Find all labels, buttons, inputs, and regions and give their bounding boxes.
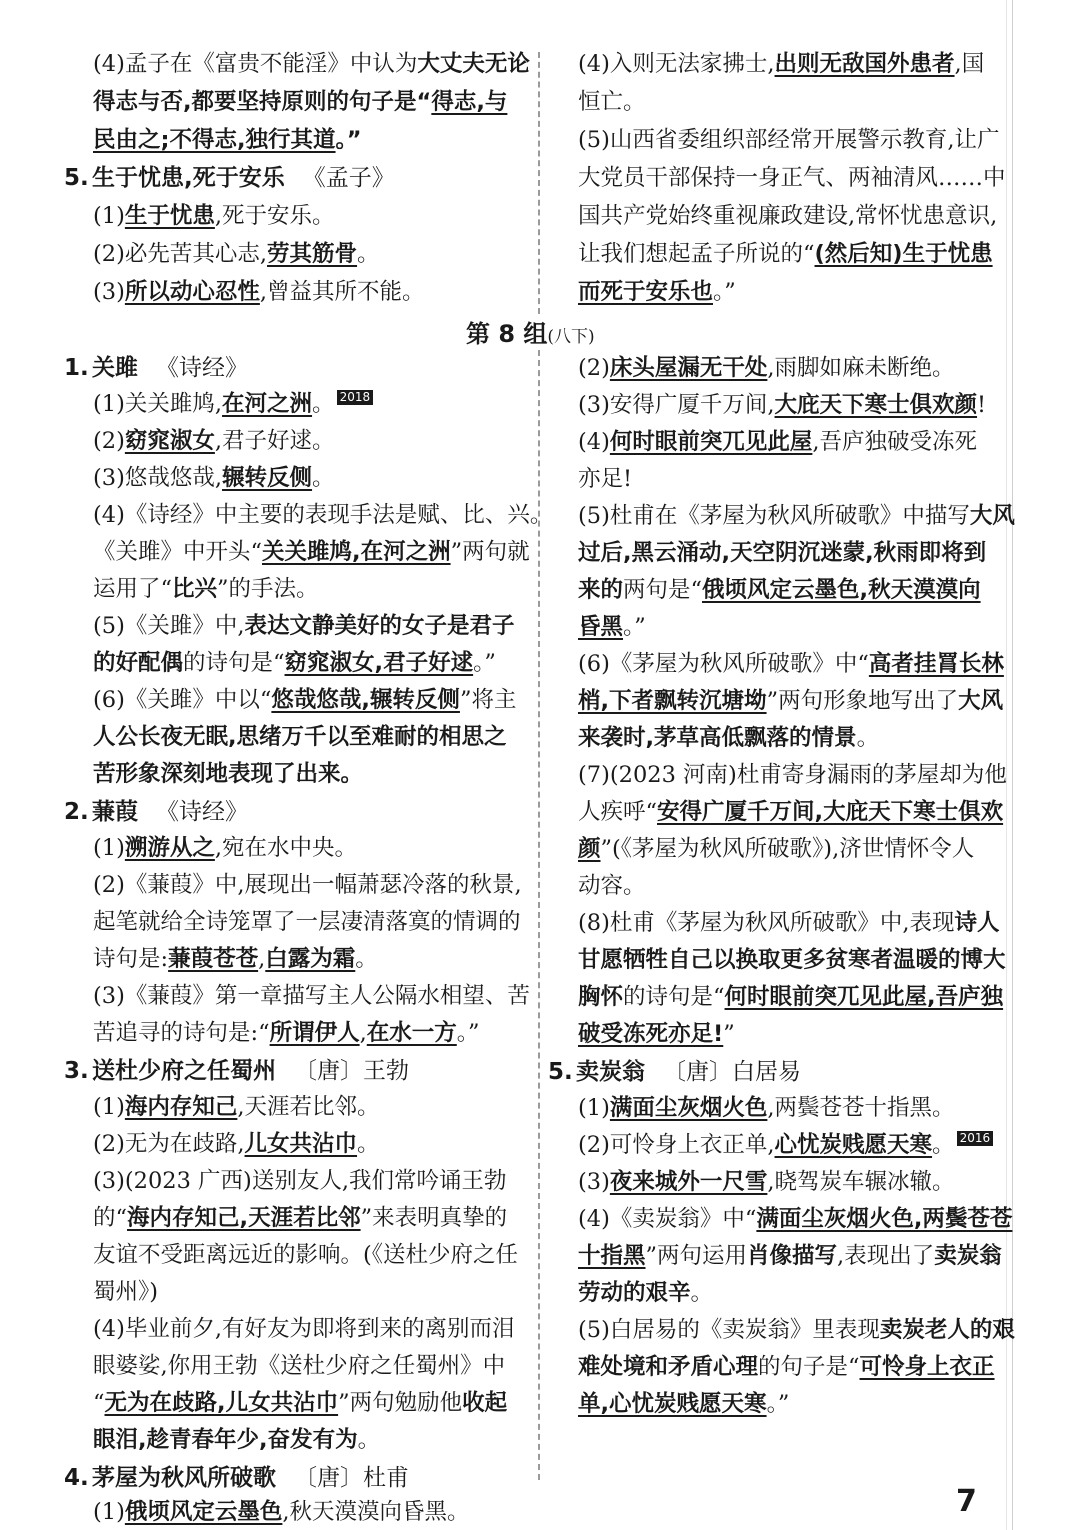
guanju-s4-line1: (4)《诗经》中主要的表现手法是赋、比、兴。 <box>93 502 553 528</box>
shengyu-s3: (3)所以动心忍性,曾益其所不能。 <box>93 279 425 305</box>
songdu-s4-line4: 眼泪,趁青春年少,奋发有为。 <box>93 1427 381 1453</box>
maitan-s1: (1)满面尘灰烟火色,两鬓苍苍十指黑。 <box>578 1095 955 1121</box>
maowu-s4-line2: 亦足! <box>578 466 633 492</box>
poem-heading-maowu: 4. 茅屋为秋风所破歌 〔唐〕杜甫 <box>64 1465 409 1491</box>
maowu-s3: (3)安得广厦千万间,大庇天下寒士俱欢颜! <box>578 392 987 418</box>
shengyu-s1: (1)生于忧患,死于安乐。 <box>93 203 335 229</box>
guanju-s3: (3)悠哉悠哉,辗转反侧。 <box>93 465 335 491</box>
right-q5-line5: 而死于安乐也。” <box>578 279 736 305</box>
right-q4-line1: (4)入则无法家拂士,出则无敌国外患者,国 <box>578 51 985 77</box>
maowu-s7-line3: 颜”(《茅屋为秋风所破歌》),济世情怀令人 <box>578 836 975 862</box>
year-tag: 2018 <box>337 390 374 405</box>
maowu-s2: (2)床头屋漏无干处,雨脚如麻未断绝。 <box>578 355 955 381</box>
page-spine <box>1012 0 1013 1530</box>
maowu-s7-line2: 人疾呼“安得广厦千万间,大庇天下寒士俱欢 <box>578 799 1004 825</box>
year-tag: 2016 <box>957 1131 994 1146</box>
guanju-s5-line2: 的好配偶的诗句是“窈窕淑女,君子好逑。” <box>93 650 496 676</box>
maowu-s8-line2: 甘愿牺牲自己以换取更多贫寒者温暖的博大 <box>578 947 1006 973</box>
guanju-s4-line3: 运用了“比兴”的手法。 <box>93 576 319 602</box>
maowu-s8-line3: 胸怀的诗句是“何时眼前突兀见此屋,吾庐独 <box>578 984 1004 1010</box>
maitan-s5-line1: (5)白居易的《卖炭翁》里表现卖炭老人的艰 <box>578 1317 1015 1343</box>
mencius-q4-line1: (4)孟子在《富贵不能淫》中认为大丈夫无论 <box>93 51 530 77</box>
songdu-s4-line1: (4)毕业前夕,有好友为即将到来的离别而泪 <box>93 1316 515 1342</box>
jianjia-s3-line2: 苦追寻的诗句是:“所谓伊人,在水一方。” <box>93 1020 480 1046</box>
jianjia-s2-line1: (2)《蒹葭》中,展现出一幅萧瑟冷落的秋景, <box>93 872 522 898</box>
guanju-s1: (1)关关雎鸠,在河之洲。 2018 <box>93 390 373 418</box>
page-number: 7 <box>956 1484 977 1519</box>
songdu-s3-line2: 的“海内存知己,天涯若比邻”来表明真挚的 <box>93 1205 508 1231</box>
right-q5-line4: 让我们想起孟子所说的“(然后知)生于忧患 <box>578 241 993 267</box>
maowu-s8-line1: (8)杜甫《茅屋为秋风所破歌》中,表现诗人 <box>578 910 1000 936</box>
songdu-s2: (2)无为在歧路,儿女共沾巾。 <box>93 1131 380 1157</box>
right-q5-line3: 国共产党始终重视廉政建设,常怀忧患意识, <box>578 203 998 229</box>
poem-heading-songdu: 3. 送杜少府之任蜀州 〔唐〕王勃 <box>64 1058 409 1084</box>
maitan-s4-line3: 劳动的艰辛。 <box>578 1280 714 1306</box>
maitan-s5-line3: 单,心忧炭贱愿天寒。” <box>578 1391 790 1417</box>
songdu-s3-line4: 蜀州》) <box>93 1279 159 1305</box>
column-divider-top <box>538 52 540 314</box>
mencius-q4-line3: 民由之;不得志,独行其道。” <box>93 127 362 153</box>
maowu-s6-line1: (6)《茅屋为秋风所破歌》中“高者挂罥长林 <box>578 651 1004 677</box>
maowu-s5-line2: 过后,黑云涌动,天空阴沉迷蒙,秋雨即将到 <box>578 540 987 566</box>
songdu-s3-line1: (3)(2023 广西)送别友人,我们常吟诵王勃 <box>93 1168 507 1194</box>
right-q5-line2: 大党员干部保持一身正气、两袖清风……中 <box>578 165 1006 191</box>
maowu-s6-line2: 梢,下者飘转沉塘坳”两句形象地写出了大风 <box>578 688 1004 714</box>
poem-heading-guanju: 1. 关雎 《诗经》 <box>64 355 248 381</box>
guanju-s2: (2)窈窕淑女,君子好逑。 <box>93 428 335 454</box>
maitan-s4-line1: (4)《卖炭翁》中“满面尘灰烟火色,两鬓苍苍 <box>578 1206 1013 1232</box>
shengyu-s2: (2)必先苦其心志,劳其筋骨。 <box>93 241 380 267</box>
guanju-s6-line3: 苦形象深刻地表现了出来。 <box>93 761 364 787</box>
maowu-s5-line3: 来的两句是“俄顷风定云墨色,秋天漠漠向 <box>578 577 981 603</box>
jianjia-s3-line1: (3)《蒹葭》第一章描写主人公隔水相望、苦 <box>93 983 530 1009</box>
jianjia-s2-line3: 诗句是:蒹葭苍苍,白露为霜。 <box>93 946 378 972</box>
guanju-s6-line1: (6)《关雎》中以“悠哉悠哉,辗转反侧”将主 <box>93 687 517 713</box>
poem-heading-shengyu: 5. 生于忧患,死于安乐 《孟子》 <box>64 165 395 191</box>
maowu-s4-line1: (4)何时眼前突兀见此屋,吾庐独破受冻死 <box>578 429 978 455</box>
jianjia-s2-line2: 起笔就给全诗笼罩了一层凄清落寞的情调的 <box>93 909 521 935</box>
maowu-s1: (1)俄顷风定云墨色,秋天漠漠向昏黑。 <box>93 1499 470 1525</box>
maitan-s3: (3)夜来城外一尺雪,晓驾炭车辗冰辙。 <box>578 1169 955 1195</box>
poem-heading-jianjia: 2. 蒹葭 《诗经》 <box>64 799 248 825</box>
songdu-s3-line3: 友谊不受距离远近的影响。(《送杜少府之任 <box>93 1242 519 1268</box>
songdu-s4-line2: 眼婆娑,你用王勃《送杜少府之任蜀州》中 <box>93 1353 506 1379</box>
jianjia-s1: (1)溯游从之,宛在水中央。 <box>93 835 358 861</box>
right-q4-line2: 恒亡。 <box>578 89 646 115</box>
maowu-s7-line1: (7)(2023 河南)杜甫寄身漏雨的茅屋却为他 <box>578 762 1007 788</box>
maowu-s7-line4: 动容。 <box>578 873 646 899</box>
maowu-s6-line3: 来袭时,茅草高低飘落的情景。 <box>578 725 880 751</box>
guanju-s4-line2: 《关雎》中开头“关关雎鸠,在河之洲”两句就 <box>93 539 530 565</box>
guanju-s5-line1: (5)《关雎》中,表达文静美好的女子是君子 <box>93 613 515 639</box>
poem-heading-maitanweng: 5. 卖炭翁 〔唐〕白居易 <box>548 1059 801 1085</box>
guanju-s6-line2: 人公长夜无眠,思绪万千以至难耐的相思之 <box>93 724 507 750</box>
group-title: 第 8 组(八下) <box>466 320 595 348</box>
maitan-s4-line2: 十指黑”两句运用肖像描写,表现出了卖炭翁 <box>578 1243 1002 1269</box>
maitan-s2: (2)可怜身上衣正单,心忧炭贱愿天寒。 2016 <box>578 1131 993 1159</box>
mencius-q4-line2: 得志与否,都要坚持原则的句子是“得志,与 <box>93 89 508 115</box>
maitan-s5-line2: 难处境和矛盾心理的句子是“可怜身上衣正 <box>578 1354 995 1380</box>
right-q5-line1: (5)山西省委组织部经常开展警示教育,让广 <box>578 127 1000 153</box>
songdu-s4-line3: “无为在歧路,儿女共沾巾”两句勉励他收起 <box>93 1390 508 1416</box>
songdu-s1: (1)海内存知己,天涯若比邻。 <box>93 1094 380 1120</box>
maowu-s8-line4: 破受冻死亦足!” <box>578 1021 735 1047</box>
maowu-s5-line4: 昏黑。” <box>578 614 646 640</box>
maowu-s5-line1: (5)杜甫在《茅屋为秋风所破歌》中描写大风 <box>578 503 1015 529</box>
